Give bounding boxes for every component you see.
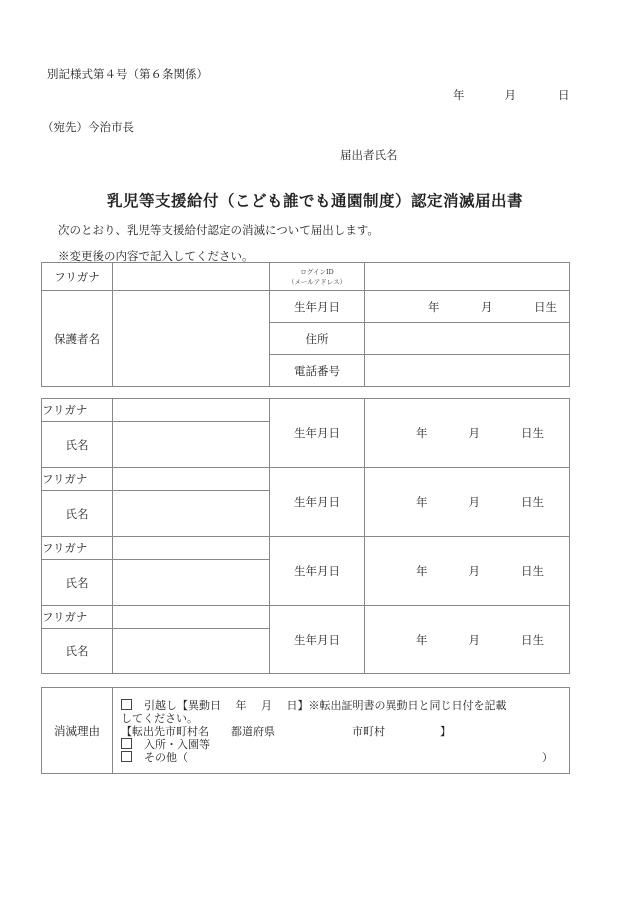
dob-day-unit: 日生 (521, 495, 544, 509)
dob-year-unit: 年 (416, 564, 428, 578)
child-dob-field[interactable] (365, 606, 570, 674)
child-name-field[interactable] (113, 629, 270, 674)
reason-option-other (121, 751, 561, 764)
email-text: （メールアドレス） (287, 277, 347, 286)
intro-text: 次のとおり、乳児等支援給付認定の消滅について届出します。 (58, 223, 379, 237)
guardian-dob-field[interactable] (365, 291, 570, 323)
reason-table (41, 687, 570, 774)
move-option-continuation: してください。 (121, 712, 198, 725)
guardian-name-label: 保護者名 (42, 291, 113, 387)
other-close-paren: ） (542, 751, 553, 764)
guardian-furigana-label: フリガナ (42, 263, 113, 291)
dob-year-unit: 年 (416, 632, 428, 647)
date-day-label: 日 (558, 88, 570, 102)
other-option-text: その他（ (144, 751, 188, 764)
move-option-text: 引越し【異動日 年 月 日】※転出証明書の異動日と同じ日付を記載 (144, 699, 507, 712)
reason-option-enrollment (121, 738, 561, 751)
guardian-name-field[interactable] (113, 291, 270, 387)
reason-option-move (121, 699, 561, 712)
instruction-note: ※変更後の内容で記入してください。 (58, 249, 254, 263)
dob-day-unit: 日生 (534, 299, 557, 314)
dob-year-unit: 年 (428, 299, 440, 314)
guardian-furigana-field[interactable] (113, 263, 270, 291)
phone-label: 電話番号 (270, 355, 365, 387)
reason-options (113, 688, 570, 774)
children-table (41, 398, 570, 674)
child-furigana-label: フリガナ (42, 399, 113, 422)
address-field[interactable] (365, 323, 570, 355)
child-name-label: 氏名 (42, 560, 113, 606)
login-id-label (270, 263, 365, 291)
addressee: （宛先）今治市長 (42, 120, 134, 134)
child-dob-field[interactable] (365, 399, 570, 468)
dob-month-unit: 月 (468, 495, 480, 509)
login-id-text: ログインID (300, 267, 334, 276)
dob-year-unit: 年 (416, 426, 428, 440)
guardian-table (41, 262, 570, 387)
other-checkbox[interactable] (121, 751, 132, 762)
child-dob-field[interactable] (365, 468, 570, 537)
reason-label: 消滅理由 (42, 688, 113, 774)
dob-day-unit: 日生 (521, 632, 544, 647)
child-furigana-label: フリガナ (42, 606, 113, 629)
child-furigana-field[interactable] (113, 468, 270, 491)
move-checkbox[interactable] (121, 699, 132, 710)
child-dob-label: 生年月日 (270, 399, 365, 468)
enrollment-checkbox[interactable] (121, 738, 132, 749)
dob-day-unit: 日生 (521, 426, 544, 440)
dob-month-unit: 月 (468, 426, 480, 440)
child-dob-field[interactable] (365, 537, 570, 606)
dob-day-unit: 日生 (521, 564, 544, 578)
child-furigana-field[interactable] (113, 606, 270, 629)
child-furigana-field[interactable] (113, 537, 270, 560)
child-name-field[interactable] (113, 491, 270, 537)
child-name-field[interactable] (113, 560, 270, 606)
dob-year-unit: 年 (416, 495, 428, 509)
address-label: 住所 (270, 323, 365, 355)
enrollment-option-text: 入所・入園等 (144, 738, 210, 751)
move-destination-line: 【転出先市町村名 都道府県 市町村 】 (121, 725, 451, 738)
date-year-label: 年 (453, 88, 465, 102)
dob-month-unit: 月 (481, 299, 493, 314)
applicant-name-label: 届出者氏名 (340, 148, 398, 162)
child-dob-label: 生年月日 (270, 606, 365, 674)
child-dob-label: 生年月日 (270, 468, 365, 537)
other-reason-field[interactable] (188, 751, 542, 764)
guardian-dob-label: 生年月日 (270, 291, 365, 323)
submission-date (453, 87, 570, 103)
child-name-label: 氏名 (42, 422, 113, 468)
child-furigana-label: フリガナ (42, 537, 113, 560)
child-dob-label: 生年月日 (270, 537, 365, 606)
child-furigana-label: フリガナ (42, 468, 113, 491)
dob-month-unit: 月 (468, 632, 480, 647)
document-title: 乳児等支援給付（こども誰でも通園制度）認定消滅届出書 (106, 191, 523, 210)
date-month-label: 月 (504, 88, 516, 102)
child-name-field[interactable] (113, 422, 270, 468)
child-name-label: 氏名 (42, 629, 113, 674)
child-name-label: 氏名 (42, 491, 113, 537)
form-reference: 別記様式第４号（第６条関係） (47, 67, 208, 81)
dob-month-unit: 月 (468, 564, 480, 578)
phone-field[interactable] (365, 355, 570, 387)
child-furigana-field[interactable] (113, 399, 270, 422)
login-id-field[interactable] (365, 263, 570, 291)
